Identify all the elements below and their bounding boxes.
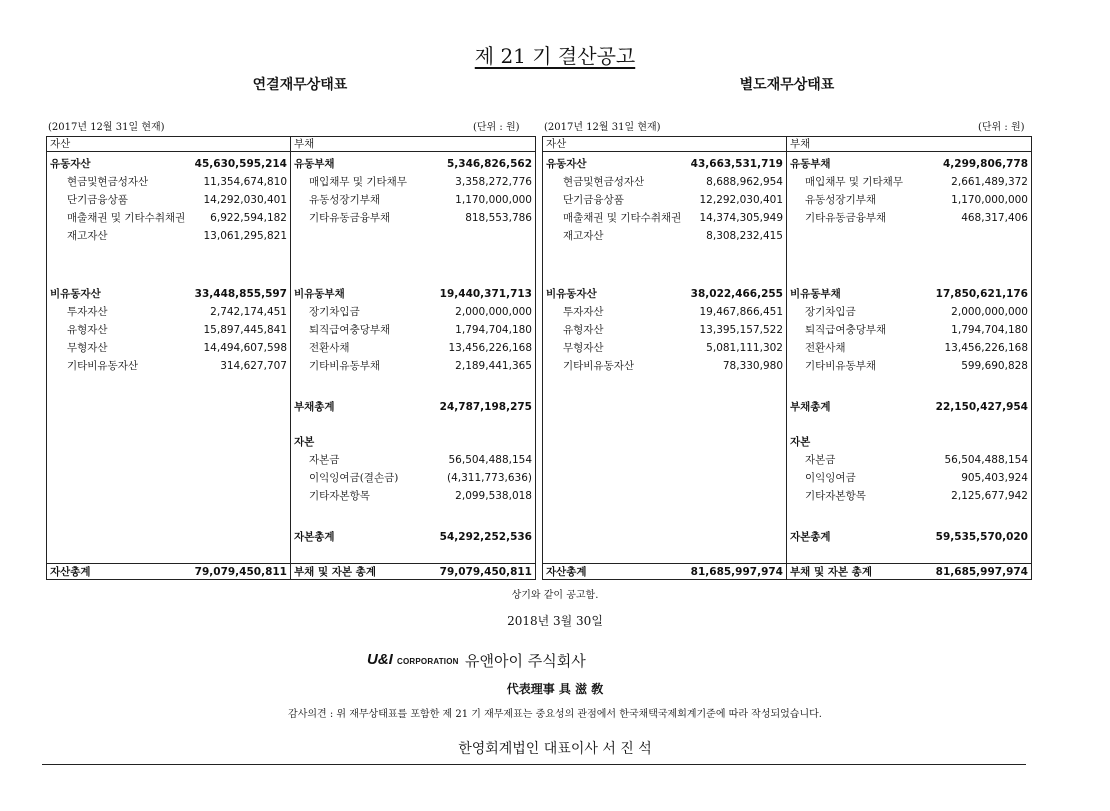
value-cell: 2,661,489,372 (951, 176, 1028, 188)
notice: 상기와 같이 공고함. (511, 590, 599, 601)
ceo-name: 代表理事 具 滋 敎 (506, 682, 604, 696)
value-cell: 2,099,538,018 (455, 490, 532, 502)
value-cell: 13,456,226,168 (448, 342, 532, 354)
table-row: 투자자산 (67, 306, 108, 318)
separate-unit-note: (단위 : 원) (978, 122, 1025, 133)
table-row: 무형자산 (563, 342, 604, 354)
value-cell: 818,553,786 (465, 212, 532, 224)
table-row: 현금및현금성자산 (67, 176, 149, 188)
total-liab-equity-label: 부채 및 자본 총계 (294, 566, 376, 578)
table-row: 매입채무 및 기타채무 (309, 176, 407, 188)
value-cell: 45,630,595,214 (194, 158, 287, 170)
logo-suffix: CORPORATION (397, 657, 459, 666)
value-cell: 1,170,000,000 (455, 194, 532, 206)
assets-header: 자산 (546, 138, 567, 150)
total-assets-value: 81,685,997,974 (690, 566, 783, 578)
table-row: 무형자산 (67, 342, 108, 354)
table-row: 기타자본항목 (805, 490, 866, 502)
consolidated-date-note: (2017년 12월 31일 현재) (48, 122, 165, 133)
total-liabilities-label: 부채총계 (790, 401, 831, 413)
value-cell: 43,663,531,719 (690, 158, 783, 170)
separate-date-note: (2017년 12월 31일 현재) (544, 122, 661, 133)
value-cell: 468,317,406 (961, 212, 1028, 224)
value-cell: 13,061,295,821 (203, 230, 287, 242)
total-liab-equity-value: 81,685,997,974 (935, 566, 1028, 578)
equity-header: 자본 (790, 436, 811, 448)
table-row: 자본금 (309, 454, 340, 466)
consolidated-title: 연결재무상태표 (252, 77, 348, 93)
liabilities-header: 부채 (790, 138, 811, 150)
table-row: 퇴직급여충당부채 (805, 324, 887, 336)
table-row: 전환사채 (309, 342, 350, 354)
value-cell: 19,440,371,713 (439, 288, 532, 300)
audit-opinion: 감사의견 : 위 재무상태표를 포함한 제 21 기 재무제표는 중요성의 관점에서 한국채택국제회계기준에 따라 작성되었습니다. (288, 709, 822, 720)
table-row: 비유동부채 (790, 288, 841, 300)
table-row: 장기차입금 (805, 306, 856, 318)
table-row: 유동성장기부채 (805, 194, 877, 206)
value-cell: 8,308,232,415 (706, 230, 783, 242)
assets-header: 자산 (50, 138, 71, 150)
total-liabilities-value: 22,150,427,954 (935, 401, 1028, 413)
table-row: 매입채무 및 기타채무 (805, 176, 903, 188)
table-row: 기타비유동부채 (309, 360, 381, 372)
value-cell: 6,922,594,182 (210, 212, 287, 224)
table-row: 이익잉여금(결손금) (309, 472, 399, 484)
table-row: 자본금 (805, 454, 836, 466)
value-cell: 5,346,826,562 (446, 158, 532, 170)
total-liabilities-label: 부채총계 (294, 401, 335, 413)
table-row: 유동성장기부채 (309, 194, 381, 206)
table-row: 재고자산 (563, 230, 604, 242)
value-cell: 2,000,000,000 (455, 306, 532, 318)
table-row: 비유동자산 (50, 288, 101, 300)
table-row: 장기차입금 (309, 306, 360, 318)
footer-rule (42, 764, 1026, 765)
total-equity-label: 자본총계 (294, 531, 335, 543)
table-row: 현금및현금성자산 (563, 176, 645, 188)
table-row: 기타비유동부채 (805, 360, 877, 372)
table-row: 매출채권 및 기타수취채권 (563, 212, 682, 224)
value-cell: 2,742,174,451 (210, 306, 287, 318)
table-row: 유동자산 (50, 158, 91, 170)
value-cell: 38,022,466,255 (690, 288, 783, 300)
separate-table (542, 136, 1032, 580)
table-row: 유형자산 (563, 324, 604, 336)
table-row: 투자자산 (563, 306, 604, 318)
value-cell: (4,311,773,636) (446, 472, 532, 484)
consolidated-unit-note: (단위 : 원) (473, 122, 520, 133)
total-liabilities-value: 24,787,198,275 (439, 401, 532, 413)
total-liab-equity-value: 79,079,450,811 (439, 566, 532, 578)
equity-header: 자본 (294, 436, 315, 448)
table-row: 유동부채 (790, 158, 831, 170)
auditor-name: 한영회계법인 대표이사 서 진 석 (458, 741, 652, 757)
table-row: 기타비유동자산 (563, 360, 635, 372)
table-row: 기타유동금융부채 (805, 212, 887, 224)
table-row: 유형자산 (67, 324, 108, 336)
value-cell: 1,794,704,180 (455, 324, 532, 336)
value-cell: 599,690,828 (961, 360, 1028, 372)
value-cell: 2,189,441,365 (455, 360, 532, 372)
announcement-date: 2018년 3월 30일 (507, 614, 603, 628)
table-row: 단기금융상품 (563, 194, 624, 206)
company-name: 유앤아이 주식회사 (465, 652, 586, 670)
value-cell: 13,456,226,168 (944, 342, 1028, 354)
value-cell: 14,374,305,949 (699, 212, 783, 224)
table-row: 비유동부채 (294, 288, 345, 300)
table-row: 퇴직급여충당부채 (309, 324, 391, 336)
value-cell: 8,688,962,954 (706, 176, 783, 188)
value-cell: 12,292,030,401 (699, 194, 783, 206)
consolidated-table (46, 136, 536, 580)
value-cell: 13,395,157,522 (699, 324, 783, 336)
table-row: 기타유동금융부채 (309, 212, 391, 224)
value-cell: 2,125,677,942 (951, 490, 1028, 502)
table-row: 단기금융상품 (67, 194, 128, 206)
value-cell: 3,358,272,776 (455, 176, 532, 188)
table-row: 기타비유동자산 (67, 360, 139, 372)
value-cell: 5,081,111,302 (706, 342, 783, 354)
total-assets-label: 자산총계 (546, 566, 587, 578)
liabilities-header: 부채 (294, 138, 315, 150)
value-cell: 14,292,030,401 (203, 194, 287, 206)
value-cell: 905,403,924 (961, 472, 1028, 484)
page-title: 제 21 기 결산공고 (474, 44, 636, 68)
value-cell: 19,467,866,451 (699, 306, 783, 318)
total-liab-equity-label: 부채 및 자본 총계 (790, 566, 872, 578)
value-cell: 78,330,980 (722, 360, 783, 372)
value-cell: 1,794,704,180 (951, 324, 1028, 336)
total-equity-value: 59,535,570,020 (935, 531, 1028, 543)
table-row: 이익잉여금 (805, 472, 856, 484)
value-cell: 14,494,607,598 (203, 342, 287, 354)
value-cell: 1,170,000,000 (951, 194, 1028, 206)
value-cell: 17,850,621,176 (935, 288, 1028, 300)
value-cell: 56,504,488,154 (448, 454, 532, 466)
value-cell: 314,627,707 (220, 360, 287, 372)
total-assets-label: 자산총계 (50, 566, 91, 578)
separate-title: 별도재무상태표 (739, 77, 835, 93)
value-cell: 2,000,000,000 (951, 306, 1028, 318)
company-logo (367, 651, 459, 668)
logo-mark: U&I (367, 651, 393, 668)
value-cell: 33,448,855,597 (194, 288, 287, 300)
table-row: 기타자본항목 (309, 490, 370, 502)
value-cell: 56,504,488,154 (944, 454, 1028, 466)
table-row: 재고자산 (67, 230, 108, 242)
value-cell: 15,897,445,841 (203, 324, 287, 336)
value-cell: 11,354,674,810 (203, 176, 287, 188)
table-row: 비유동자산 (546, 288, 597, 300)
table-row: 유동자산 (546, 158, 587, 170)
table-row: 유동부채 (294, 158, 335, 170)
table-row: 전환사채 (805, 342, 846, 354)
total-equity-value: 54,292,252,536 (439, 531, 532, 543)
total-assets-value: 79,079,450,811 (194, 566, 287, 578)
total-equity-label: 자본총계 (790, 531, 831, 543)
table-row: 매출채권 및 기타수취채권 (67, 212, 186, 224)
value-cell: 4,299,806,778 (942, 158, 1028, 170)
